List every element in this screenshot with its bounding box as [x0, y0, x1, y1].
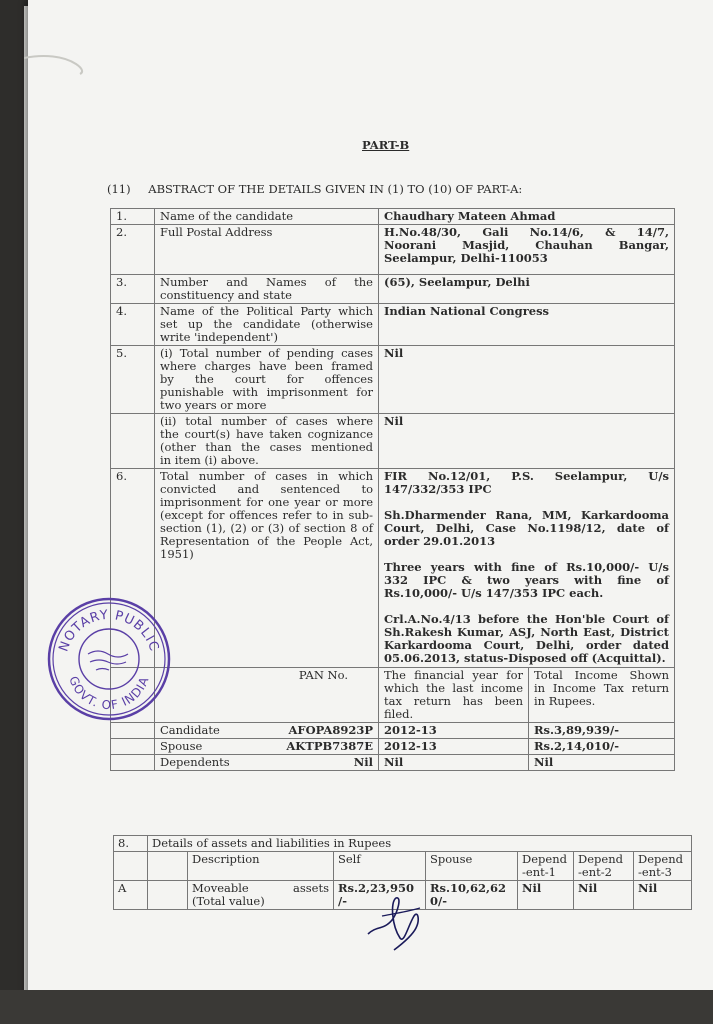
- table-row: [111, 739, 675, 755]
- header-line: -ent-2: [578, 865, 612, 879]
- row-number: 6.: [111, 469, 155, 668]
- row-label: A: [114, 881, 148, 910]
- table-row: [111, 209, 675, 225]
- income: Nil: [529, 755, 675, 771]
- label-line: (except for offences refer to in sub-: [160, 508, 373, 522]
- section-title: [107, 182, 522, 196]
- table-row: [111, 225, 675, 275]
- detail-line: Rs.10,000/- U/s 147/353 IPC each.: [384, 586, 604, 600]
- row-number: 5.: [111, 346, 155, 414]
- header-line: -ent-3: [638, 865, 672, 879]
- table-row: [111, 668, 675, 723]
- blank-cell: [148, 881, 188, 910]
- income-header: [529, 668, 675, 723]
- page-heading: PART-B: [362, 138, 410, 152]
- table-row: [114, 836, 692, 852]
- header-line: tax return has been: [384, 694, 523, 708]
- value-line: Rs.2,23,950: [338, 881, 415, 895]
- pan-entry: [155, 755, 379, 771]
- row-number: [114, 852, 148, 881]
- detail-line: Court, Delhi, Case No.1198/12, date of: [384, 521, 669, 535]
- label-line: punishable with imprisonment for: [160, 385, 373, 399]
- pan-header-text: PAN No.: [298, 668, 348, 682]
- header-line: Depend: [578, 852, 623, 866]
- financial-year: 2012-13: [379, 723, 529, 739]
- postal-address: [379, 225, 675, 275]
- year-header: [379, 668, 529, 723]
- pan-header: [155, 668, 379, 723]
- financial-year: Nil: [379, 755, 529, 771]
- value-line: /-: [338, 894, 347, 908]
- constituency: (65), Seelampur, Delhi: [379, 275, 675, 304]
- detail-line: order 29.01.2013: [384, 534, 496, 548]
- table-row: [114, 852, 692, 881]
- income: Rs.3,89,939/-: [529, 723, 675, 739]
- spouse-value: [426, 881, 518, 910]
- political-party: Indian National Congress: [379, 304, 675, 346]
- desc-line: Moveable assets: [192, 881, 329, 895]
- pan-number: AKTPB7387E: [286, 739, 373, 753]
- header-line: Depend: [522, 852, 567, 866]
- table-row: [111, 755, 675, 771]
- row-label: [155, 346, 379, 414]
- address-line: Seelampur, Delhi-110053: [384, 251, 548, 265]
- scan-background: [0, 990, 713, 1024]
- address-line: H.No.48/30, Gali No.14/6, & 14/7,: [384, 225, 669, 239]
- table-row: [111, 414, 675, 469]
- abstract-table: [110, 208, 675, 771]
- desc-line: (Total value): [192, 894, 265, 908]
- table-row: [111, 469, 675, 668]
- row-number: 1.: [111, 209, 155, 225]
- notary-stamp: [46, 596, 172, 722]
- section-number: (11): [107, 182, 131, 196]
- label-line: Name of the Political Party which: [160, 304, 373, 318]
- header-line: The financial year for: [384, 668, 523, 682]
- header-line: -ent-1: [522, 865, 556, 879]
- address-line: Noorani Masjid, Chauhan Bangar,: [384, 238, 669, 252]
- dependent-2-header: [574, 852, 634, 881]
- table-row: [111, 723, 675, 739]
- self-header: Self: [334, 852, 426, 881]
- detail-line: Three years with fine of Rs.10,000/- U/s: [384, 560, 669, 574]
- label-line: the court(s) have taken cognizance: [160, 427, 373, 441]
- row-number: 8.: [114, 836, 148, 852]
- svg-text:GOVT. OF INDIA: GOVT. OF INDIA: [66, 674, 152, 713]
- person-label: Candidate: [160, 723, 220, 737]
- financial-year: 2012-13: [379, 739, 529, 755]
- row-number: 4.: [111, 304, 155, 346]
- table-row: [111, 346, 675, 414]
- signature: [362, 886, 432, 956]
- detail-line: Crl.A.No.4/13 before the Hon'ble Court of: [384, 612, 669, 626]
- row-label: Full Postal Address: [155, 225, 379, 275]
- header-line: Total Income Shown: [534, 668, 669, 682]
- header-line: which the last income: [384, 681, 523, 695]
- person-label: Dependents: [160, 755, 230, 769]
- spouse-header: Spouse: [426, 852, 518, 881]
- dependent-3-header: [634, 852, 692, 881]
- conviction-details: [379, 469, 675, 668]
- blank-cell: [148, 852, 188, 881]
- header-line: in Income Tax return: [534, 681, 669, 695]
- row-number: [111, 739, 155, 755]
- label-line: in item (i) above.: [160, 453, 259, 467]
- row-number: 3.: [111, 275, 155, 304]
- label-line: by the court for offences: [160, 372, 373, 386]
- label-line: Representation of the People Act,: [160, 534, 373, 548]
- header-line: Depend: [638, 852, 683, 866]
- pan-entry: [155, 723, 379, 739]
- table-row: [111, 275, 675, 304]
- detail-line: Sh.Rakesh Kumar, ASJ, North East, District: [384, 625, 669, 639]
- header-line: filed.: [384, 707, 414, 721]
- label-line: constituency and state: [160, 288, 292, 302]
- detail-line: 05.06.2013, status-Disposed off (Acquittal).: [384, 651, 666, 665]
- pending-cases: Nil: [379, 346, 675, 414]
- row-label: [155, 414, 379, 469]
- label-line: Number and Names of the: [160, 275, 373, 289]
- label-line: write 'independent'): [160, 330, 278, 344]
- label-line: two years or more: [160, 398, 267, 412]
- income: Rs.2,14,010/-: [529, 739, 675, 755]
- detail-line: 332 IPC & two years with fine of: [384, 573, 669, 587]
- label-line: Total number of cases in which: [160, 469, 373, 483]
- binding-thread: [24, 50, 94, 80]
- row-label: [155, 469, 379, 668]
- person-label: Spouse: [160, 739, 203, 753]
- assets-title: Details of assets and liabilities in Rupees: [148, 836, 692, 852]
- label-line: (other than the cases mentioned: [160, 440, 373, 454]
- label-line: section (1), (2) or (3) of section 8 of: [160, 521, 373, 535]
- row-number: 2.: [111, 225, 155, 275]
- row-number: [111, 755, 155, 771]
- detail-line: Karkardooma Court, Delhi, order dated: [384, 638, 669, 652]
- label-line: where charges have been framed: [160, 359, 373, 373]
- row-label: [155, 275, 379, 304]
- value-line: Rs.10,62,62: [430, 881, 507, 895]
- detail-line: 147/332/353 IPC: [384, 482, 492, 496]
- candidate-name: Chaudhary Mateen Ahmad: [379, 209, 675, 225]
- label-line: imprisonment for one year or more: [160, 495, 373, 509]
- cognizance-cases: Nil: [379, 414, 675, 469]
- pan-entry: [155, 739, 379, 755]
- header-line: in Rupees.: [534, 694, 596, 708]
- dependent-3-value: Nil: [634, 881, 692, 910]
- row-number: [111, 414, 155, 469]
- table-row: [111, 304, 675, 346]
- detail-line: FIR No.12/01, P.S. Seelampur, U/s: [384, 469, 669, 483]
- description-header: Description: [188, 852, 334, 881]
- pan-number: Nil: [353, 755, 373, 769]
- value-line: 0/-: [430, 894, 447, 908]
- label-line: (i) Total number of pending cases: [160, 346, 373, 360]
- asset-description: [188, 881, 334, 910]
- dependent-1-value: Nil: [518, 881, 574, 910]
- label-line: set up the candidate (otherwise: [160, 317, 373, 331]
- dependent-2-value: Nil: [574, 881, 634, 910]
- label-line: convicted and sentenced to: [160, 482, 373, 496]
- pan-number: AFOPA8923P: [288, 723, 373, 737]
- row-number: [111, 723, 155, 739]
- label-line: 1951): [160, 547, 194, 561]
- row-label: Name of the candidate: [155, 209, 379, 225]
- section-title-text: ABSTRACT OF THE DETAILS GIVEN IN (1) TO (10) OF PART-A:: [148, 182, 523, 196]
- detail-line: Sh.Dharmender Rana, MM, Karkardooma: [384, 508, 669, 522]
- row-label: [155, 304, 379, 346]
- svg-text:NOTARY PUBLIC: NOTARY PUBLIC: [56, 607, 162, 654]
- dependent-1-header: [518, 852, 574, 881]
- label-line: (ii) total number of cases where: [160, 414, 373, 428]
